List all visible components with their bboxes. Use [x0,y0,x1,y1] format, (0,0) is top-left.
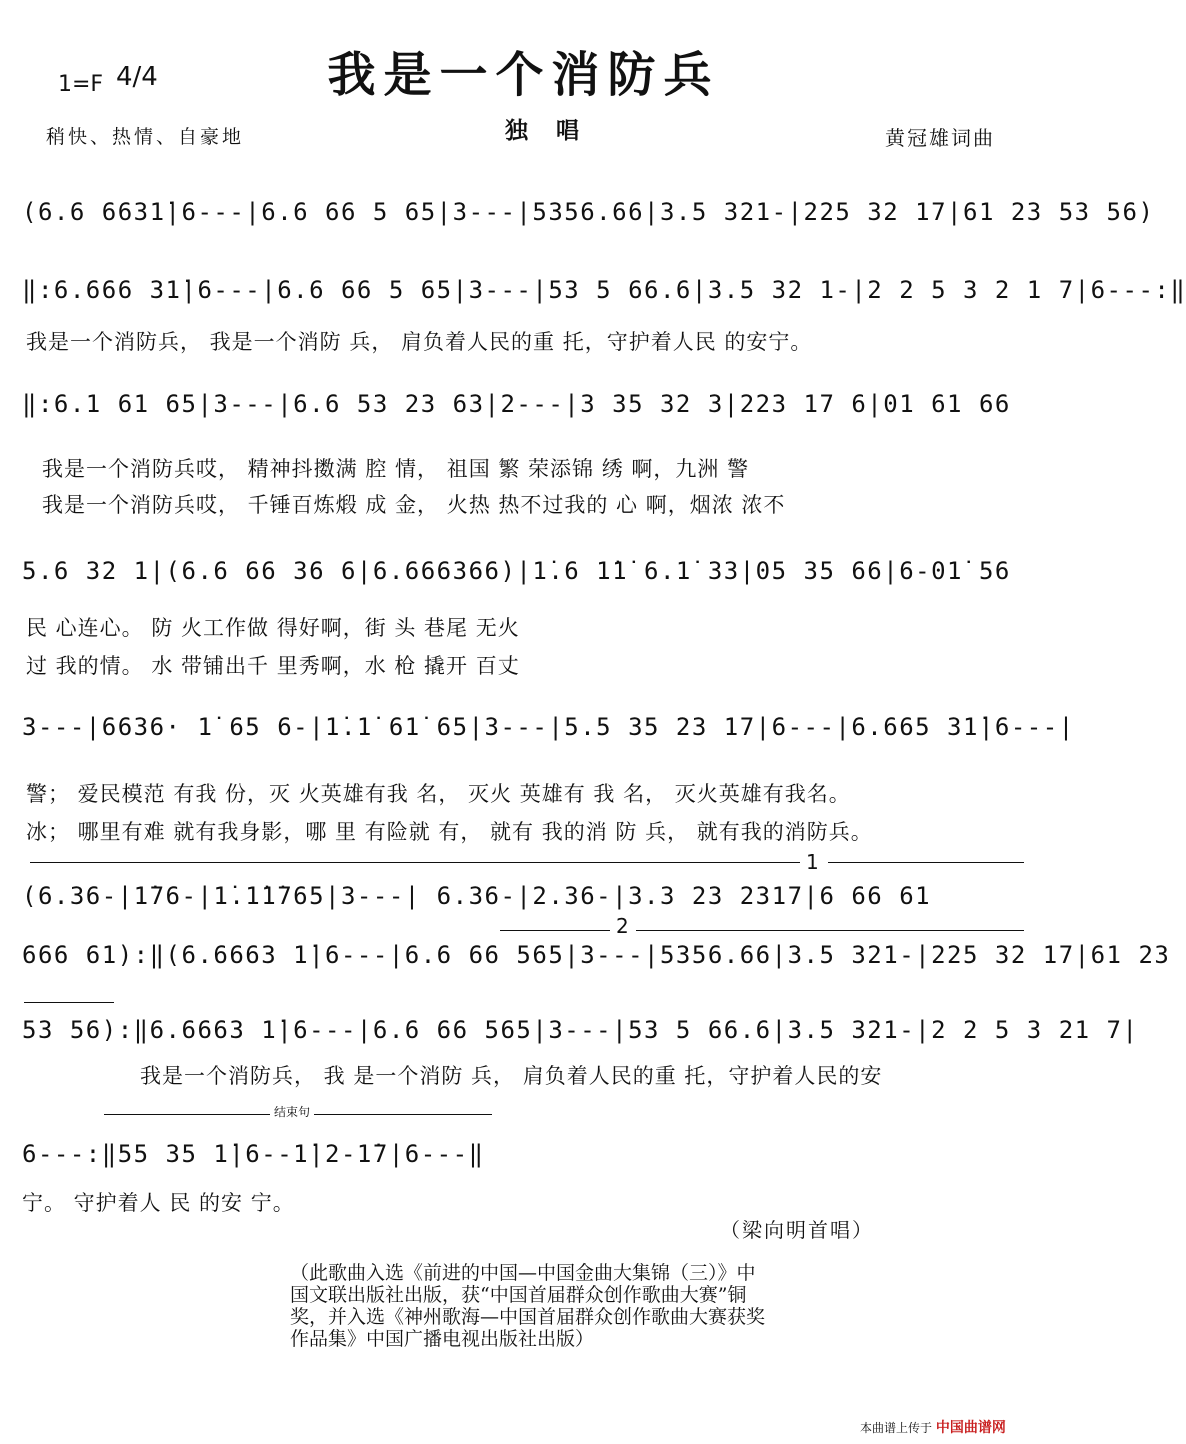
score-system-5: 3---|6636· 1̇ 65 6-|1̇.1̇ 61̇ 65|3---|5.5 35 23 17|6---|6.665 31̇|6---| [22,713,1075,741]
song-title: 我是一个消防兵 [327,47,720,103]
score-system-1: (6.6 6631̇|6---|6.6 66 5 65|3---|5356.66|3.5 321-|225 32 17|61 23 53 56) [22,198,1155,226]
footer-attribution [860,1417,1006,1437]
score-system-2: ‖:6.666 31̇|6---|6.6 66 5 65|3---|53 5 66.6|3.5 32 1-|2 2 5 3 2 1 7|6---:‖ [22,276,1186,304]
volta-bracket-1-tail [828,862,1024,863]
tempo-marking: 稍快、热情、自豪地 [46,126,245,148]
volta-bracket-1 [30,862,800,863]
lyric-line: 警； 爱民模范 有我 份，灭 火英雄有我 名， 灭火 英雄有 我 名， 灭火英雄有我名。 [26,782,851,806]
score-system-8: 53 56):‖6.6663 1̇|6---|6.6 66 565|3---|53 5 66.6|3.5 321-|2 2 5 3 21 7| [22,1016,1139,1044]
lyric-line: 我是一个消防兵哎， 精神抖擞满 腔 情， 祖国 繁 荣添锦 绣 啊，九洲 警 [42,457,750,481]
score-system-7: 666 61):‖(6.6663 1̇|6---|6.6 66 565|3---|5356.66|3.5 321-|225 32 17|61 23 [22,941,1171,969]
volta-label-1: 1 [806,850,819,874]
time-signature: 4/4 [116,62,158,92]
composer-credit: 黄冠雄词曲 [885,126,995,150]
ending-label: 结束句 [270,1103,314,1120]
score-system-3: ‖:6.1 61 65|3---|6.6 53 23 63|2---|3 35 32 3|223 17 6|01 61 66 [22,390,1011,418]
footer-text: 本曲谱上传于 [860,1421,933,1435]
score-system-9: 6---:‖55 35 1̇|6--1̇|2-1̇7|6---‖ [22,1140,485,1168]
publication-note: （此歌曲入选《前进的中国—中国金曲大集锦（三）》中国文联出版社出版，获“中国首届群众创作歌曲大赛”铜奖，并入选《神州歌海—中国首届群众创作歌曲大赛获奖作品集》中国广播电视出版社出版） [290,1262,766,1350]
performance-type: 独 唱 [505,118,590,144]
score-system-4: 5.6 32 1|(6.6 66 36 6|6.666366)|1̇.6 1̇1̇ 6.1̇ 33|05 35 66|6-01̇ 56 [22,557,1011,585]
site-logo[interactable]: 中国曲谱网 [935,1420,1006,1436]
lyric-line: 过 我的情。 水 带铺出千 里秀啊，水 枪 撬开 百丈 [26,654,520,678]
lyric-line: 我是一个消防兵， 我 是一个消防 兵， 肩负着人民的重 托，守护着人民的安 [140,1064,883,1088]
volta-bracket-2-continued [24,1002,114,1003]
singer-credit: （梁向明首唱） [720,1218,874,1242]
lyric-line: 民 心连心。 防 火工作做 得好啊，街 头 巷尾 无火 [26,616,520,640]
lyric-line: 我是一个消防兵哎， 千锤百炼煅 成 金， 火热 热不过我的 心 啊，烟浓 浓不 [42,493,786,517]
lyric-line: 宁。 守护着人 民 的安 宁。 [22,1191,295,1215]
volta-label-2: 2 [616,914,629,938]
lyric-line: 我是一个消防兵， 我是一个消防 兵， 肩负着人民的重 托，守护着人民 的安宁。 [26,330,813,354]
score-system-6: (6.36-|1̇76-|1̇.1̇1̇765|3---| 6.36-|2.36-|3.3 23 2317|6 66 61 [22,882,932,910]
lyric-line: 冰； 哪里有难 就有我身影，哪 里 有险就 有， 就有 我的消 防 兵， 就有我的消防兵。 [26,820,873,844]
key-signature: 1=F [58,72,104,97]
volta-bracket-2 [500,930,610,931]
volta-bracket-2-tail [636,930,1024,931]
